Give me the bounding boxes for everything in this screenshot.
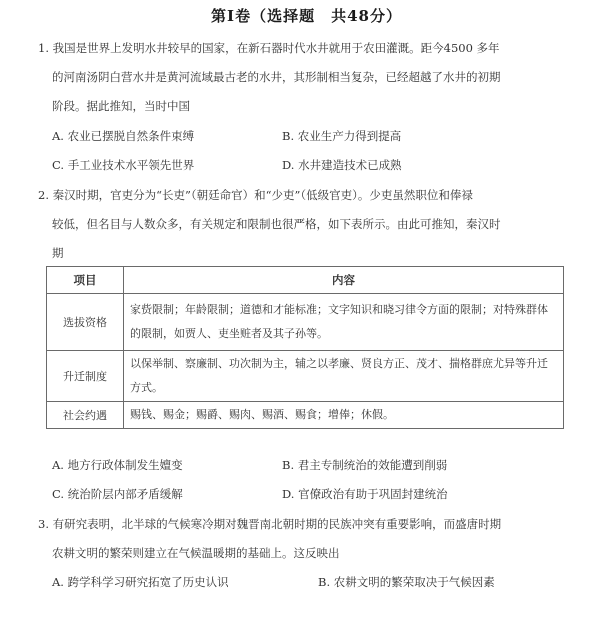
row-content: 家赀限制；年龄限制；道德和才能标准；文字知识和晓习律令方面的限制；对特殊群体的限制，如贾人、吏坐赃者及其子孙等。 [124, 294, 564, 351]
q2-option-c[interactable]: C. 统治阶层内部矛盾缓解 [52, 487, 183, 501]
q3-line-1: 3. 有研究表明，北半球的气候寒冷期对魏晋南北朝时期的民族冲突有重要影响，而盛唐时期 [38, 517, 502, 531]
q2-option-d[interactable]: D. 官僚政治有助于巩固封建统治 [282, 487, 448, 501]
row-content: 以保举制、察廉制、功次制为主，辅之以孝廉、贤良方正、茂才、揣格群庶尤异等升迁方式。 [124, 351, 564, 402]
q3-option-b[interactable]: B. 农耕文明的繁荣取决于气候因素 [318, 575, 495, 589]
row-content: 赐钱、赐金；赐爵、赐肉、赐酒、赐食；增俸；休假。 [124, 402, 564, 429]
table-row [47, 294, 564, 351]
q2-option-b[interactable]: B. 君主专制统治的效能遭到削弱 [282, 458, 448, 472]
q2-line-1: 2. 秦汉时期，官吏分为“长吏”（朝廷命官）和“少吏”（低级官吏）。少吏虽然职位和俸禄 [38, 188, 473, 202]
table-row [47, 402, 564, 429]
q1-option-a[interactable]: A. 农业已摆脱自然条件束缚 [52, 129, 195, 143]
table-header-row [47, 267, 564, 294]
q1-option-b[interactable]: B. 农业生产力得到提高 [282, 129, 402, 143]
table-row [47, 351, 564, 402]
q2-option-a[interactable]: A. 地方行政体制发生嬗变 [52, 458, 183, 472]
row-name: 社会约遇 [47, 402, 124, 429]
section-title: 第Ⅰ卷（选择题 共48分） [211, 7, 402, 25]
q1-line-2: 的河南汤阴白营水井是黄河流域最古老的水井，其形制相当复杂，已经超越了水井的初期 [52, 70, 501, 84]
q3-option-a[interactable]: A. 跨学科学习研究拓宽了历史认识 [52, 575, 229, 589]
q1-option-c[interactable]: C. 手工业技术水平领先世界 [52, 158, 195, 172]
q1-line-1: 1. 我国是世界上发明水井较早的国家，在新石器时代水井就用于农田灌溉。距今4500 多年 [38, 41, 500, 55]
q3-line-2: 农耕文明的繁荣则建立在气候温暖期的基础上。这反映出 [52, 546, 340, 560]
header-item: 项目 [47, 267, 124, 294]
q2-line-2: 较低，但名目与人数众多，有关规定和限制也很严格，如下表所示。由此可推知，秦汉时 [52, 217, 501, 231]
row-name: 选拔资格 [47, 294, 124, 351]
q2-line-3: 期 [52, 246, 64, 260]
row-name: 升迁制度 [47, 351, 124, 402]
officials-table [46, 266, 564, 429]
header-content: 内容 [124, 267, 564, 294]
q1-option-d[interactable]: D. 水井建造技术已成熟 [282, 158, 402, 172]
q1-line-3: 阶段。据此推知，当时中国 [52, 99, 190, 113]
